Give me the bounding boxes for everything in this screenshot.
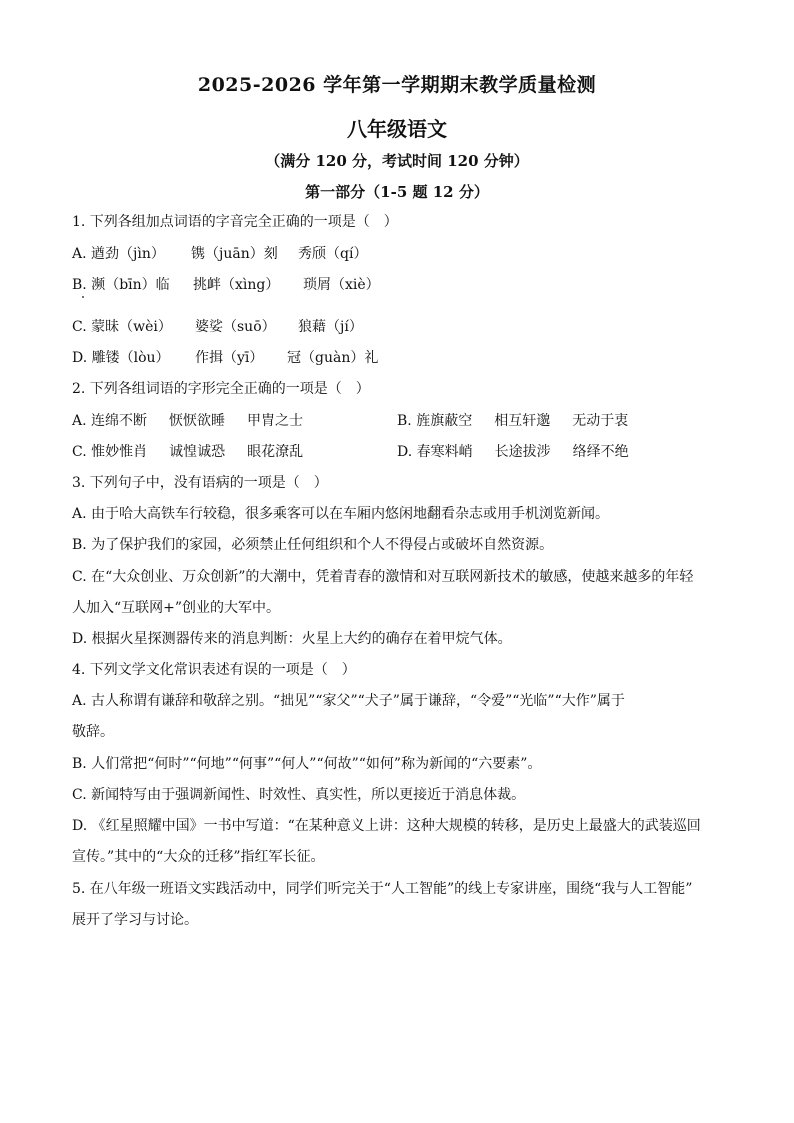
q1-option-d: D. 雕镂（lòu）	[72, 350, 170, 366]
q2-a-word1: A. 连绵不断	[72, 413, 148, 429]
q4-option-c: C. 新闻特写由于强调新闻性、时效性、真实性，所以更接近于消息体裁。	[72, 787, 526, 803]
q1-stem: 1. 下列各组加点词语的字音完全正确的一项是（ ）	[72, 214, 398, 230]
q1-a-word2: 镌（juān）刻	[191, 246, 278, 262]
q1-d-word3: 冠（guàn）礼	[287, 350, 379, 366]
q3-option-c-line1: C. 在“大众创业、万众创新”的大潮中，凭着青春的激情和对互联网新技术的敏感，使越来越多的年轻	[72, 569, 694, 585]
q2-a-word2: 恹恹欲睡	[169, 413, 226, 429]
q2-stem: 2. 下列各组词语的字形完全正确的一项是（ ）	[72, 381, 370, 397]
q2-option-b	[397, 411, 628, 431]
q2-a-word3: 甲胄之士	[247, 413, 304, 429]
exam-title: 2025-2026 学年第一学期期末教学质量检测	[197, 74, 597, 96]
q2-c-word3: 眼花潦乱	[247, 444, 304, 460]
q1-b-word2: 挑衅（xìng）	[193, 277, 280, 293]
q2-d-word2: 长途拔涉	[494, 444, 551, 460]
q5-line2: 展开了学习与讨论。	[72, 912, 198, 928]
q2-d-word3: 络绎不绝	[572, 444, 629, 460]
q4-option-d-line2: 宣传。”其中的“大众的迁移”指红军长征。	[72, 849, 325, 865]
q1-c-word2: 婆娑（suō）	[195, 319, 276, 335]
q3-option-a: A. 由于哈大高铁车行较稳，很多乘客可以在车厢内悠闲地翻看杂志或用手机浏览新闻。	[72, 506, 610, 522]
q2-b-word2: 相互轩邈	[494, 413, 551, 429]
q1-a-word3: 秀颀（qí）	[298, 246, 368, 262]
q1-option-b: B. 濒（bīn）临	[72, 277, 170, 293]
q5-line1: 5. 在八年级一班语文实践活动中，同学们听完关于“人工智能”的线上专家讲座，围绕“我与人工智能”	[72, 881, 693, 897]
q1-d-word2: 作揖（yī）	[195, 350, 264, 366]
q2-c-word1: C. 惟妙惟肖	[72, 444, 148, 460]
q1-c-word3: 狼藉（jí）	[298, 319, 363, 335]
q2-option-a	[72, 411, 303, 431]
q1-option-c: C. 蒙昧（wèi）	[72, 319, 172, 335]
q2-option-c	[72, 442, 303, 462]
q3-option-c-line2: 人加入“互联网+”创业的大军中。	[72, 600, 281, 616]
q1-a-word1: A. 遒劲（jìn）	[72, 246, 165, 262]
q2-b-word1: B. 旌旗蔽空	[397, 413, 473, 429]
q4-option-a-line1: A. 古人称谓有谦辞和敬辞之别。“拙见”“家父”“犬子”属于谦辞，“令爱”“光临”“大作”属于	[72, 693, 625, 709]
q3-option-b: B. 为了保护我们的家园，必须禁止任何组织和个人不得侵占或破坏自然资源。	[72, 537, 554, 553]
q1-option-a	[72, 244, 165, 264]
q3-option-d: D. 根据火星探测器传来的消息判断：火星上大约的确存在着甲烷气体。	[72, 631, 512, 647]
q4-option-a-line2: 敬辞。	[72, 724, 114, 740]
emphasis-dot	[82, 296, 84, 298]
q4-option-d-line1: D. 《红星照耀中国》一书中写道：“在某种意义上讲：这种大规模的转移，是历史上最盛大的武装巡回	[72, 818, 701, 834]
q4-option-b: B. 人们常把“何时”“何地”“何事”“何人”“何故”“如何”称为新闻的“六要素”。	[72, 756, 542, 772]
q4-stem: 4. 下列文学文化常识表述有误的一项是（ ）	[72, 662, 356, 678]
exam-subtitle: 八年级语文	[347, 117, 447, 141]
section-heading: 第一部分（1-5 题 12 分）	[305, 183, 489, 201]
q2-option-d	[397, 442, 629, 462]
q2-b-word3: 无动于衷	[572, 413, 629, 429]
exam-note: （满分 120 分，考试时间 120 分钟）	[265, 152, 529, 170]
q2-d-word1: D. 春寒料峭	[397, 444, 473, 460]
q2-c-word2: 诚惶诚恐	[169, 444, 226, 460]
q3-stem: 3. 下列句子中，没有语病的一项是（ ）	[72, 475, 328, 491]
q1-b-word3: 琐屑（xiè）	[303, 277, 380, 293]
